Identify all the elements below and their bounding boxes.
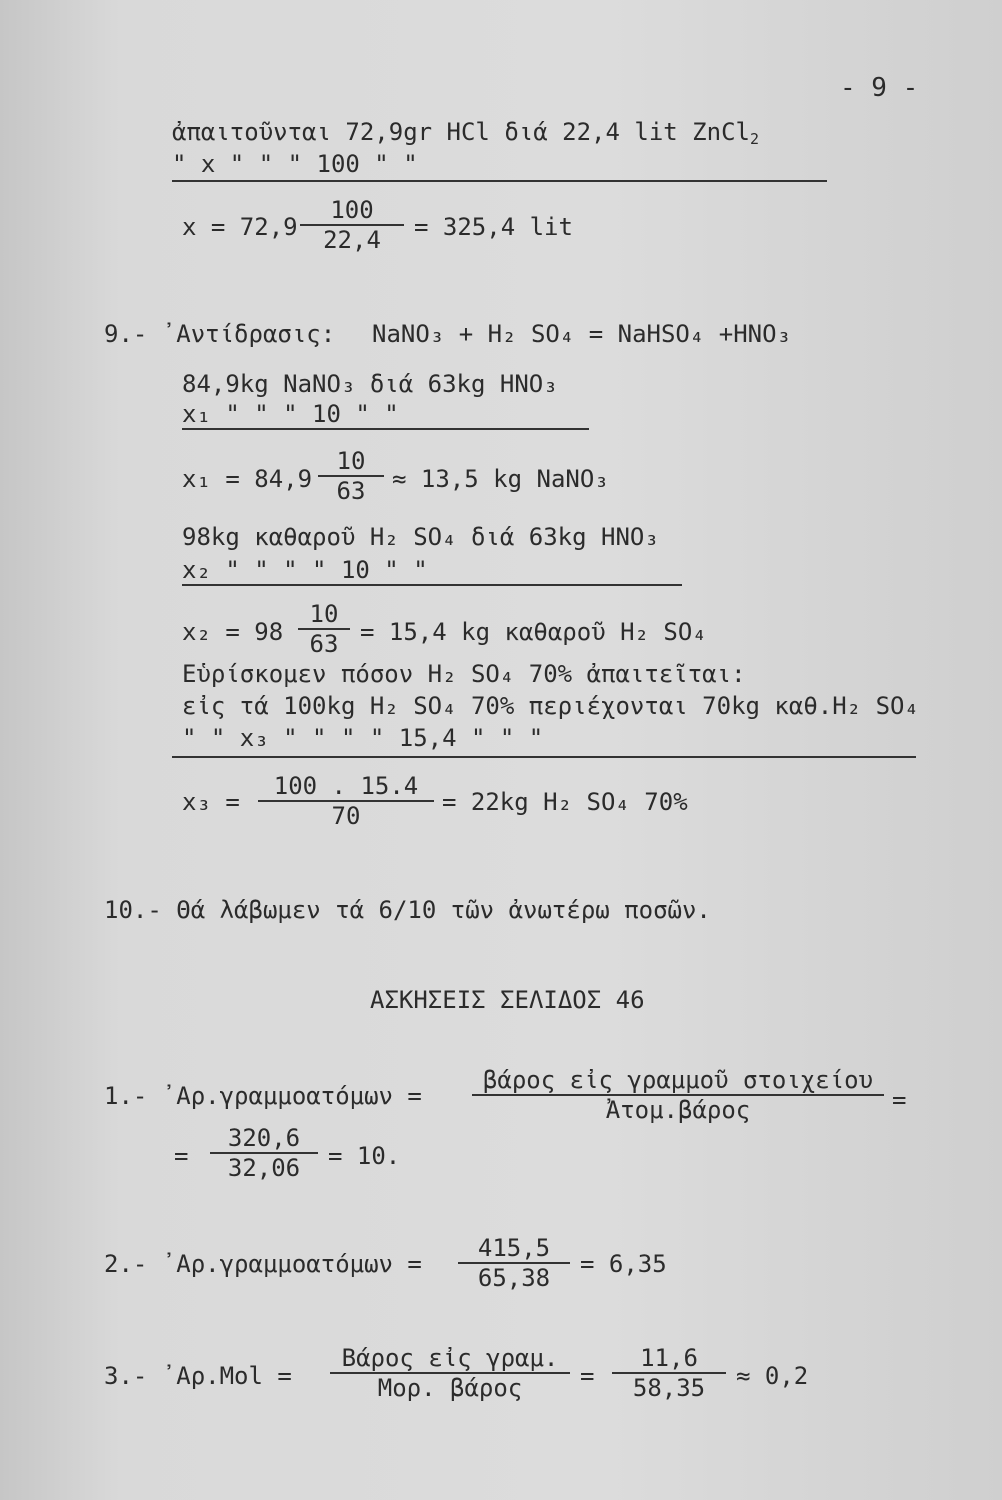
numerator: 11,6 (640, 1344, 698, 1372)
denominator: 63 (309, 630, 339, 658)
q3-eq: = (580, 1362, 595, 1390)
denominator: 65,38 (477, 1264, 551, 1292)
ex9-line5: Εὑρίσκομεν πόσον H₂ SO₄ 70% ἀπαιτεῖται: (182, 660, 746, 688)
numerator: 415,5 (477, 1234, 551, 1262)
numerator: Βάρος εἰς γραμ. (341, 1344, 559, 1372)
denominator: 63 (336, 477, 366, 505)
numerator: 10 (336, 447, 366, 475)
q3-label: 3.- ᾽Αρ.Mol = (104, 1362, 292, 1390)
ex10-text: 10.- Θά λάβωμεν τά 6/10 τῶν ἀνωτέρω ποσῶν. (104, 896, 711, 924)
q1-label: 1.- ᾽Αρ.γραμμοατόμων = (104, 1082, 422, 1110)
numerator: βάρος εἰς γραμμοῦ στοιχείου (482, 1066, 874, 1094)
ex8-line2: " x " " " 100 " " (172, 150, 418, 178)
denominator: 70 (331, 802, 361, 830)
denominator: 22,4 (323, 226, 381, 254)
ex9-line7: " " x₃ " " " " 15,4 " " " (182, 724, 544, 752)
ex9-line4: x₂ " " " " 10 " " (182, 556, 428, 584)
ex9-line1: 84,9kg NaNO₃ διά 63kg HNO₃ (182, 370, 558, 398)
numerator: 100 . 15.4 (273, 772, 419, 800)
ex9-x1-lhs: x₁ = 84,9 (182, 465, 313, 493)
q2-fraction (458, 1234, 570, 1292)
ex9-x2-rhs: = 15,4 kg καθαροῦ H₂ SO₄ (360, 618, 707, 646)
divider (172, 756, 916, 758)
ex8-x-lhs: x = 72,9 (182, 213, 298, 241)
denominator: Μορ. βάρος (377, 1374, 523, 1402)
q1-line2-rhs: = 10. (328, 1142, 401, 1170)
q2-label: 2.- ᾽Αρ.γραμμοατόμων = (104, 1250, 422, 1278)
ex9-line3: 98kg καθαροῦ H₂ SO₄ διά 63kg HNO₃ (182, 523, 659, 551)
q1-eq: = (892, 1086, 907, 1114)
q3-rhs: ≈ 0,2 (736, 1362, 809, 1390)
numerator: 10 (309, 600, 339, 628)
ex9-label: 9.- ᾽Αντίδρασις: (104, 320, 336, 348)
ex9-x1-fraction (318, 447, 384, 505)
ex8-x-rhs: = 325,4 lit (414, 213, 573, 241)
ex9-x2-lhs: x₂ = 98 (182, 618, 284, 646)
q1-line2-lhs: = (174, 1142, 189, 1170)
ex9-line6: εἰς τά 100kg H₂ SO₄ 70% περιέχονται 70kg καθ.H₂ SO₄ (182, 692, 919, 720)
denominator: 58,35 (632, 1374, 706, 1402)
q3-fraction (330, 1344, 570, 1402)
divider (172, 180, 827, 182)
ex8-line1: ἀπαιτοῦνται 72,9gr HCl διά 22,4 lit ZnCl2 (172, 118, 759, 148)
ex9-x1-rhs: ≈ 13,5 kg NaNO₃ (392, 465, 609, 493)
divider (182, 584, 682, 586)
ex9-x3-lhs: x₃ = (182, 788, 240, 816)
ex9-line2: x₁ " " " 10 " " (182, 400, 399, 428)
denominator: Ἀτομ.βάρος (605, 1096, 751, 1124)
denominator: 32,06 (227, 1154, 301, 1182)
page-number: - 9 - (840, 73, 919, 103)
divider (182, 428, 589, 430)
ex9-x3-rhs: = 22kg H₂ SO₄ 70% (442, 788, 688, 816)
q3-fraction2 (612, 1344, 726, 1402)
q1-fraction (472, 1066, 884, 1124)
ex9-x3-fraction (258, 772, 434, 830)
ex8-fraction (300, 196, 404, 254)
ex9-reaction: NaNO₃ + H₂ SO₄ = NaHSO₄ +HNO₃ (372, 320, 792, 348)
q2-rhs: = 6,35 (580, 1250, 667, 1278)
q1-fraction2 (210, 1124, 318, 1182)
section-title: ΑΣΚΗΣΕΙΣ ΣΕΛΙΔΟΣ 46 (370, 986, 645, 1014)
numerator: 100 (330, 196, 374, 224)
numerator: 320,6 (227, 1124, 301, 1152)
ex9-x2-fraction (298, 600, 350, 658)
